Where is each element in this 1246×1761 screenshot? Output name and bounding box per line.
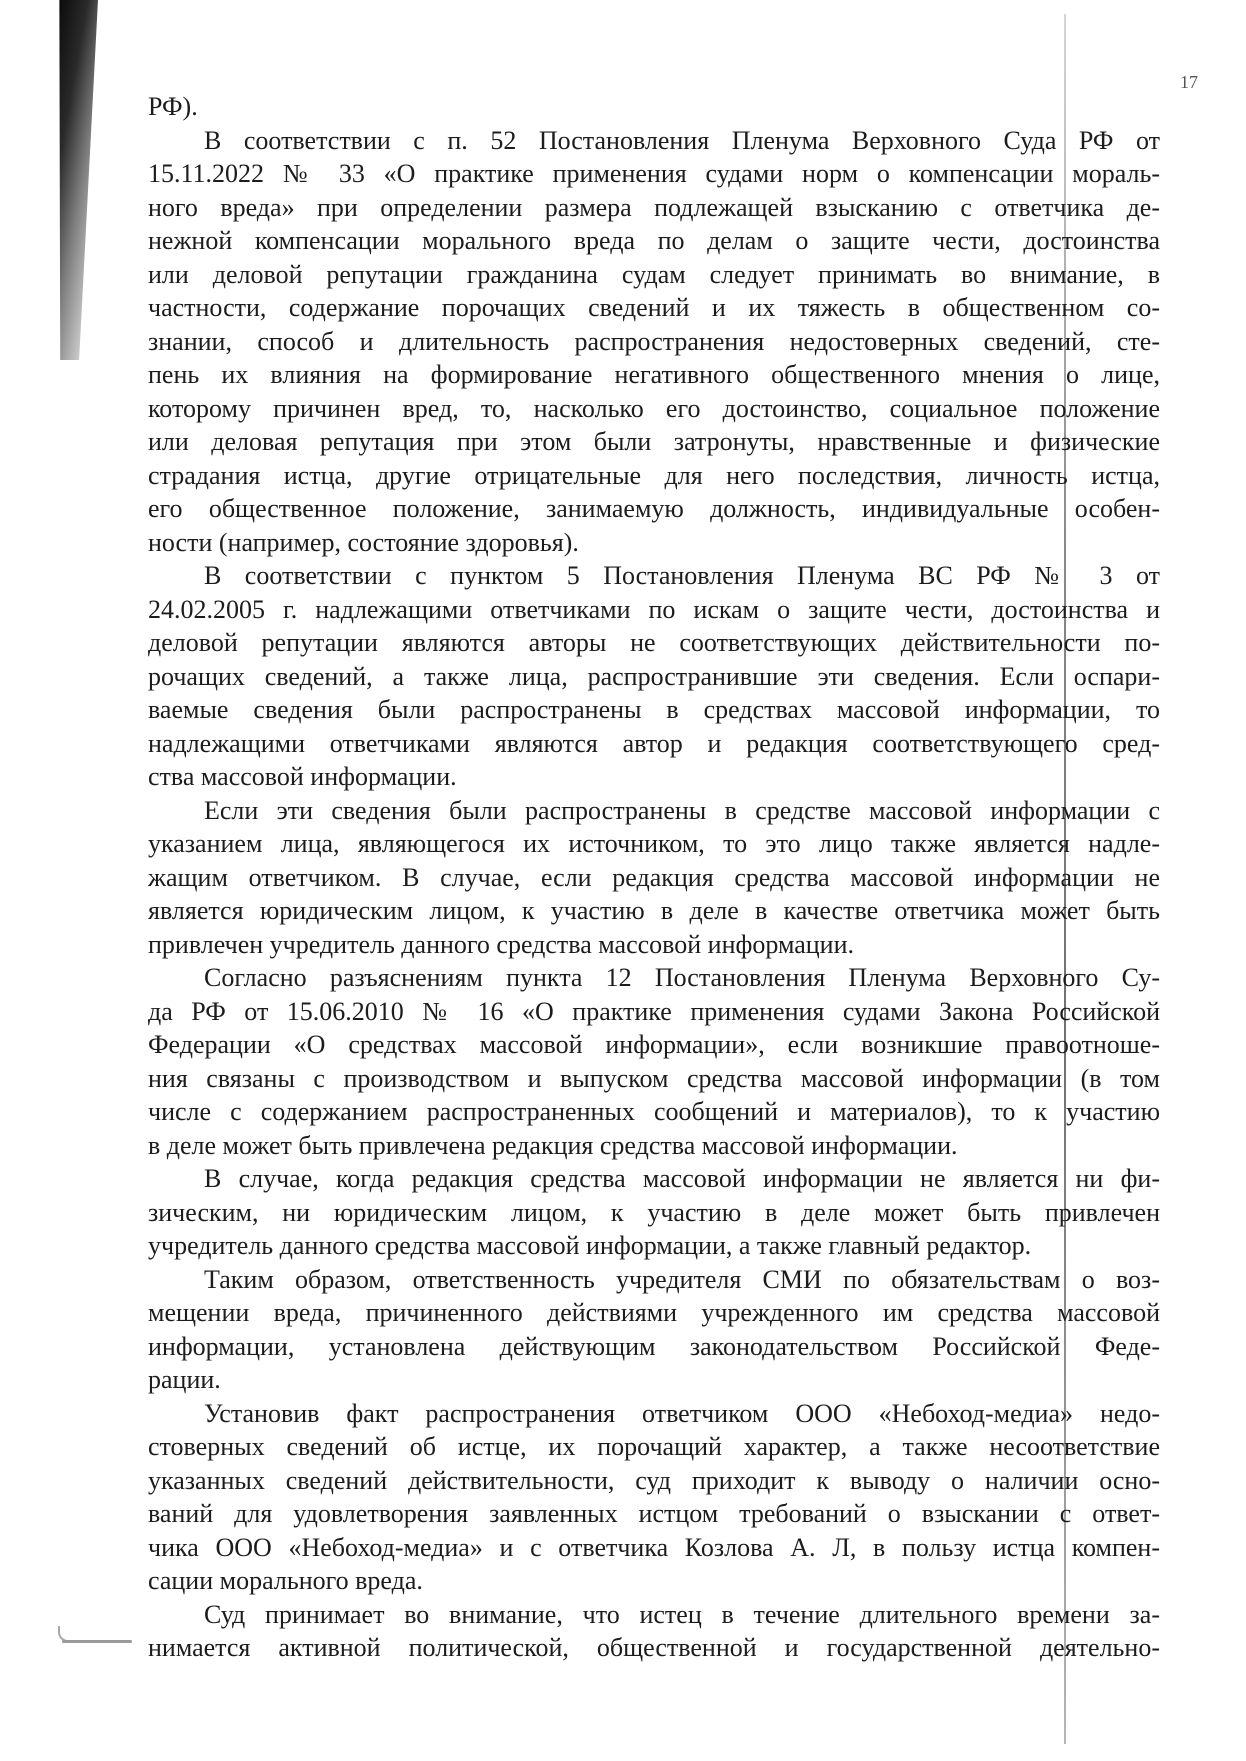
text-line: знании, способ и длительность распространения недостоверных сведений, сте-: [148, 326, 1160, 356]
text-line: стоверных сведений об истце, их порочащий характер, а также несоответствие: [148, 1432, 1160, 1461]
paragraph-first-line: Таким образом, ответственность учредителя СМИ по обязательствам о воз-: [204, 1264, 1160, 1294]
paragraph-first-line: В случае, когда редакция средства массовой информации не является ни фи-: [204, 1164, 1160, 1193]
text-line: нежной компенсации морального вреда по делам о защите чести, достоинства: [148, 226, 1160, 255]
document-body: [148, 90, 1160, 1665]
text-line: ного вреда» при определении размера подлежащей взысканию с ответчика де-: [148, 192, 1160, 222]
text-line: числе с содержанием распространенных сообщений и материалов), то к участию: [148, 1097, 1160, 1126]
text-line: РФ).: [148, 92, 198, 121]
paragraph-last-line: рации.: [148, 1365, 221, 1394]
text-line: информации, установлена действующим законодательством Российской Феде-: [148, 1331, 1160, 1361]
text-line: ния связаны с производством и выпуском средства массовой информации (в том: [148, 1063, 1160, 1093]
text-line: его общественное положение, занимаемую должность, индивидуальные особен-: [148, 494, 1160, 523]
paragraph-last-line: учредитель данного средства массовой информации, а также главный редактор.: [148, 1231, 1032, 1260]
paragraph-last-line: ности (например, состояние здоровья).: [148, 527, 579, 557]
text-line: жащим ответчиком. В случае, если редакция средства массовой информации не: [148, 862, 1160, 892]
text-line: которому причинен вред, то, насколько его достоинство, социальное положение: [148, 393, 1160, 423]
scan-edge-shadow: [56, 0, 98, 360]
text-line: пень их влияния на формирование негативного общественного мнения о лице,: [148, 360, 1160, 389]
text-line: ваемые сведения были распространены в средствах массовой информации, то: [148, 695, 1160, 724]
text-line: является юридическим лицом, к участию в деле в качестве ответчика может быть: [148, 896, 1160, 925]
text-line: 24.02.2005 г. надлежащими ответчиками по искам о защите чести, достоинства и: [148, 594, 1160, 624]
text-line: чика ООО «Небоход-медиа» и с ответчика Козлова А. Л, в пользу истца компен-: [148, 1532, 1160, 1562]
paragraph-last-line: сации морального вреда.: [148, 1566, 423, 1595]
text-line: или деловая репутация при этом были затронуты, нравственные и физические: [148, 427, 1160, 456]
text-line: частности, содержание порочащих сведений и их тяжесть в общественном со-: [148, 293, 1160, 322]
text-line: указанных сведений действительности, суд приходит к выводу о наличии осно-: [148, 1465, 1160, 1495]
text-line: страдания истца, другие отрицательные для него последствия, личность истца,: [148, 460, 1160, 490]
paragraph-first-line: Если эти сведения были распространены в средстве массовой информации с: [204, 795, 1160, 825]
text-line: нимается активной политической, общественной и государственной деятельно-: [148, 1633, 1160, 1662]
scan-binder-mark-line: [62, 1640, 132, 1643]
paragraph-first-line: В соответствии с п. 52 Постановления Пленума Верховного Суда РФ от: [204, 125, 1160, 155]
paragraph-last-line: ства массовой информации.: [148, 762, 457, 791]
paragraph-last-line: в деле может быть привлечена редакция средства массовой информации.: [148, 1130, 958, 1160]
paragraph-first-line: Суд принимает во внимание, что истец в течение длительного времени за-: [204, 1599, 1160, 1629]
text-line: ваний для удовлетворения заявленных истцом требований о взыскании с ответ-: [148, 1499, 1160, 1528]
text-line: мещении вреда, причиненного действиями учрежденного им средства массовой: [148, 1298, 1160, 1327]
text-line: зическим, ни юридическим лицом, к участию в деле может быть привлечен: [148, 1197, 1160, 1227]
text-line: деловой репутации являются авторы не соответствующих действительности по-: [148, 628, 1160, 657]
text-line: надлежащими ответчиками являются автор и редакция соответствующего сред-: [148, 728, 1160, 758]
text-line: указанием лица, являющегося их источником, то это лицо также является надле-: [148, 829, 1160, 858]
text-line: 15.11.2022 № 33 «О практике применения судами норм о компенсации мораль-: [148, 159, 1160, 188]
text-line: рочащих сведений, а также лица, распространившие эти сведения. Если оспари-: [148, 661, 1160, 691]
paragraph-first-line: Установив факт распространения ответчиком ООО «Небоход-медиа» недо-: [204, 1398, 1160, 1428]
text-line: или деловой репутации гражданина судам следует принимать во внимание, в: [148, 259, 1160, 289]
paragraph-first-line: Согласно разъяснениям пункта 12 Постановления Пленума Верховного Су-: [204, 963, 1160, 992]
paragraph-last-line: привлечен учредитель данного средства массовой информации.: [148, 929, 855, 959]
text-line: Федерации «О средствах массовой информации», если возникшие правоотноше-: [148, 1030, 1160, 1059]
paragraph-first-line: В соответствии с пунктом 5 Постановления Пленума ВС РФ № 3 от: [204, 561, 1160, 590]
page-number: 17: [1180, 72, 1198, 92]
text-line: да РФ от 15.06.2010 № 16 «О практике применения судами Закона Российской: [148, 996, 1160, 1026]
